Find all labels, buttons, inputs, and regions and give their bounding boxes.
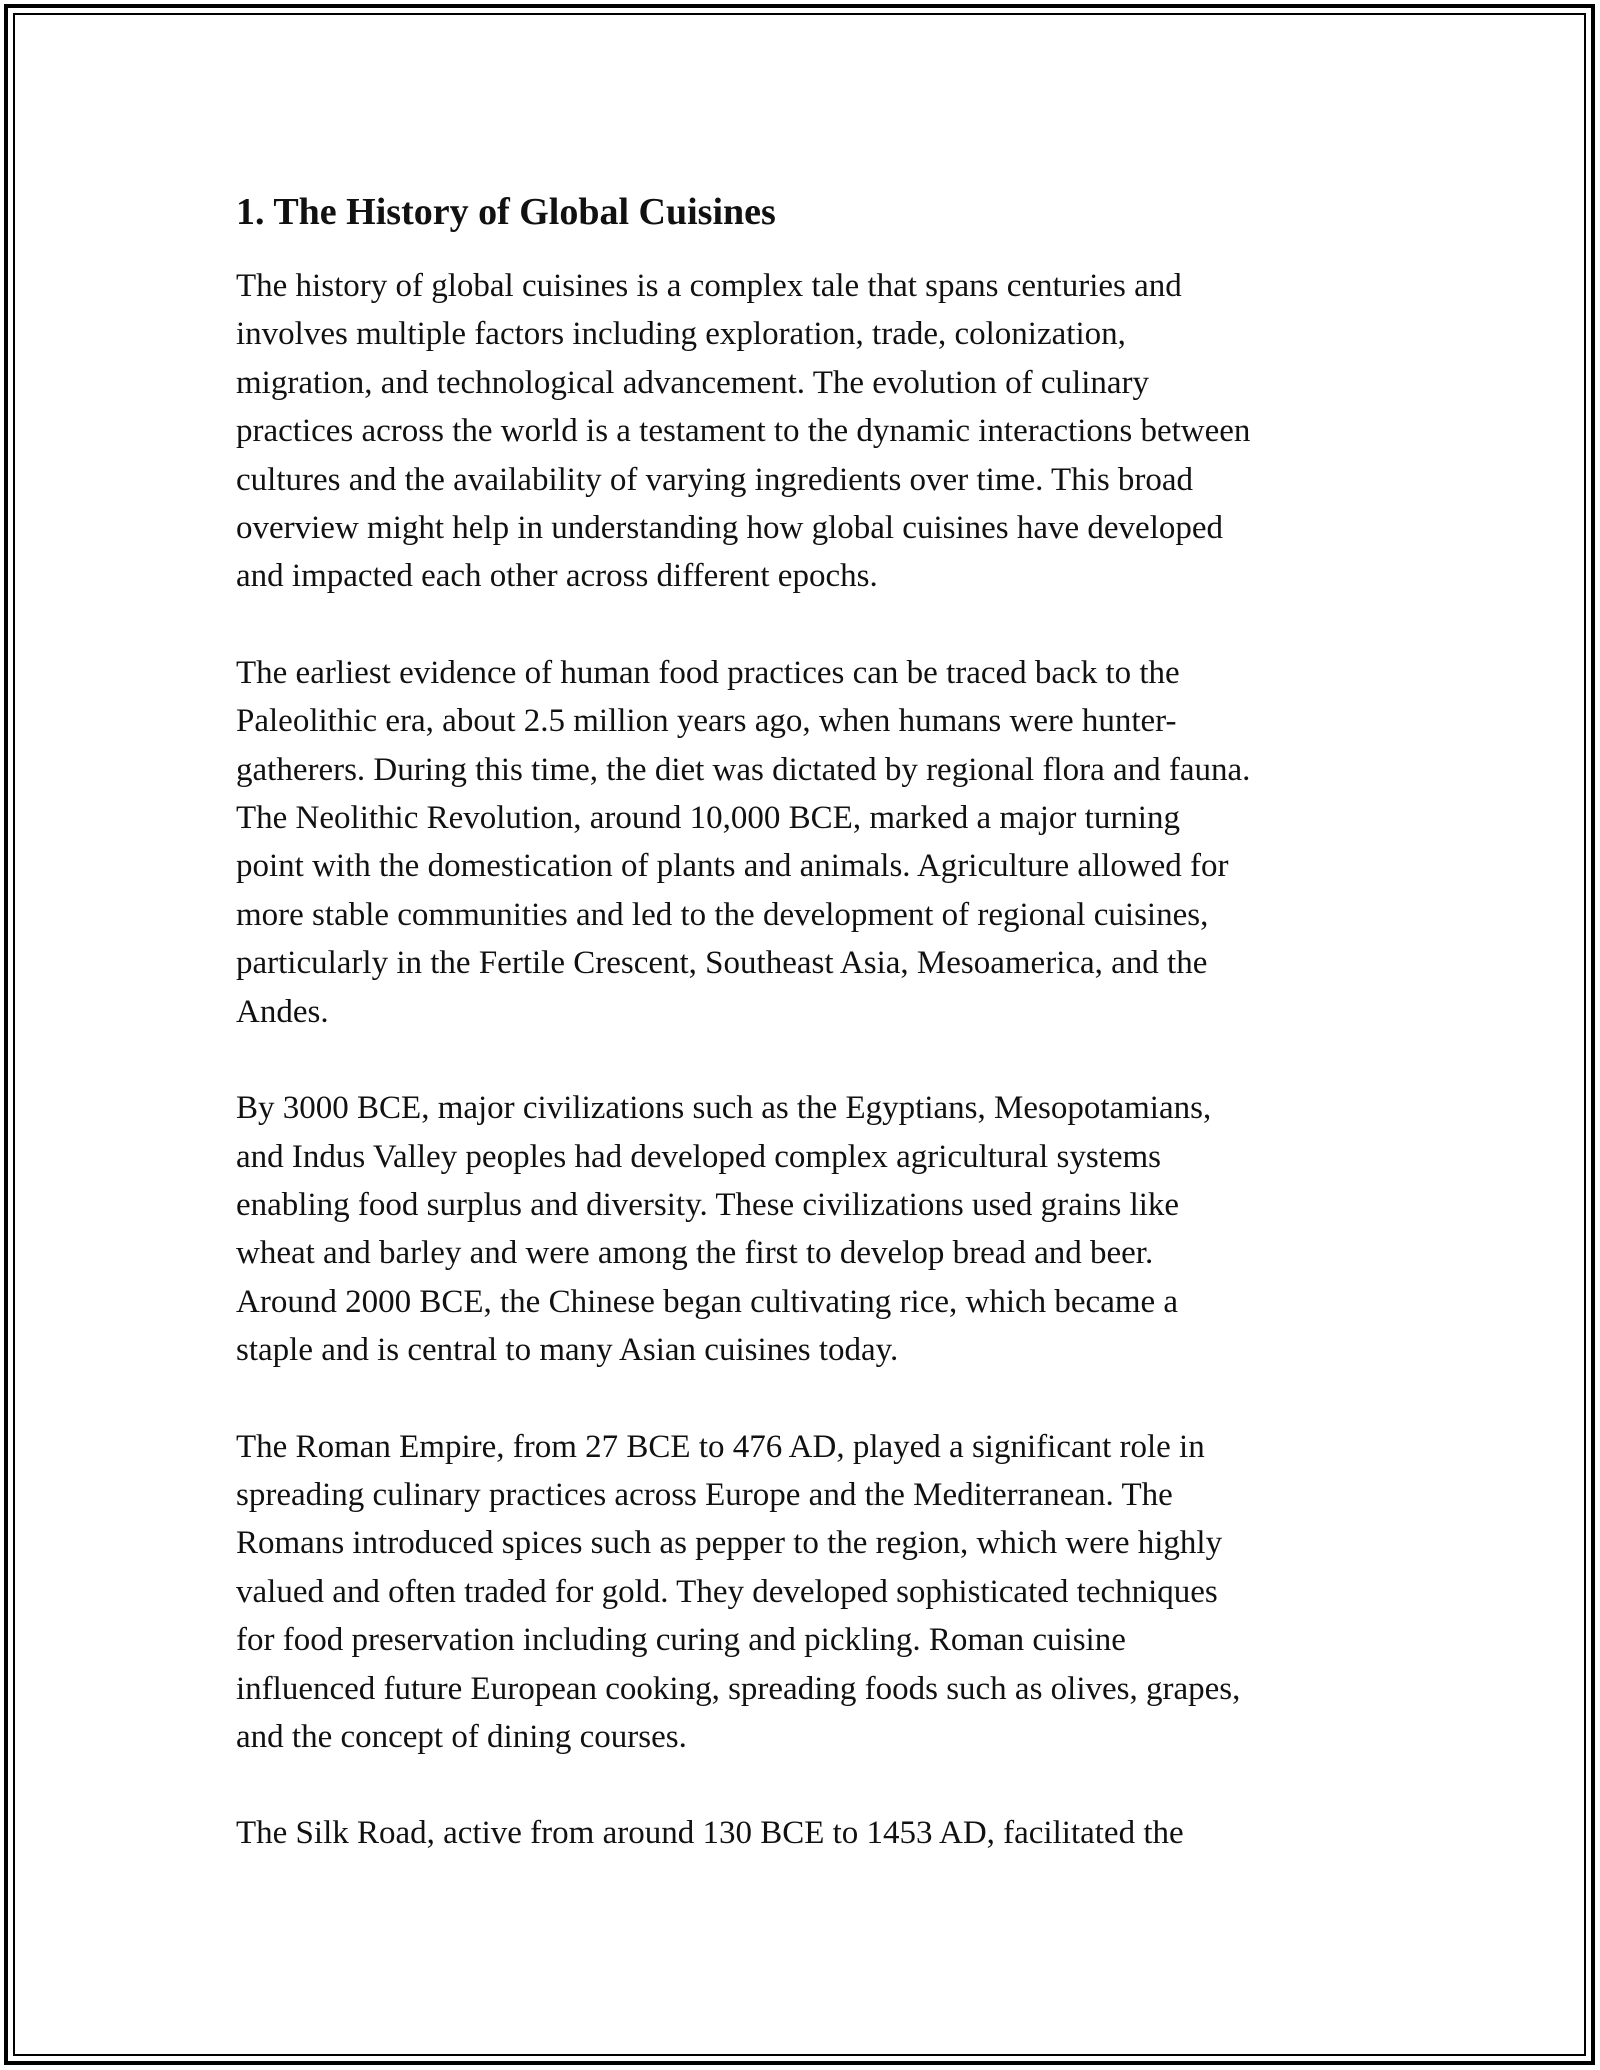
paragraph-roman-empire: The Roman Empire, from 27 BCE to 476 AD, played a significant role in spreading culinary practices across Europe and the Mediterranean. The Romans introduced spices such as pepper to the region, which were highly valued and often traded for gold. They developed sophisticated techniques for food preservation including curing and pickling. Roman cuisine influenced future European cooking, spreading foods such as olives, grapes, and the concept of dining courses. — [236, 1428, 1241, 1755]
paragraph-silk-road: The Silk Road, active from around 130 BCE to 1453 AD, facilitated the — [236, 1815, 1184, 1852]
paragraph-intro: The history of global cuisines is a complex tale that spans centuries and involves multiple factors including exploration, trade, colonization, migration, and technological advancement. The evolution of culinary practices across the world is a testament to the dynamic interactions between cultures and the availability of varying ingredients over time. This broad overview might help in understanding how global cuisines have developed and impacted each other across different epochs. — [236, 268, 1251, 595]
paragraph-paleolithic: The earliest evidence of human food practices can be traced back to the Paleolithic era, about 2.5 million years ago, when humans were hunter- gatherers. During this time, the diet was dictated by regional flora and fauna. The Neolithic Revolution, around 10,000 BCE, marked a major turning point with the domestication of plants and animals. Agriculture allowed for more stable communities and led to the development of regional cuisines, particularly in the Fertile Crescent, Southeast Asia, Mesoamerica, and the Andes. — [236, 654, 1251, 1030]
section-heading: 1. The History of Global Cuisines — [236, 191, 776, 233]
document-body — [236, 188, 1376, 1906]
paragraph-ancient-civilizations: By 3000 BCE, major civilizations such as the Egyptians, Mesopotamians, and Indus Valley peoples had developed complex agricultural systems enabling food surplus and diversity. These civilizations used grains like wheat and barley and were among the first to develop bread and beer. Around 2000 BCE, the Chinese began cultivating rice, which became a staple and is central to many Asian cuisines today. — [236, 1090, 1212, 1369]
